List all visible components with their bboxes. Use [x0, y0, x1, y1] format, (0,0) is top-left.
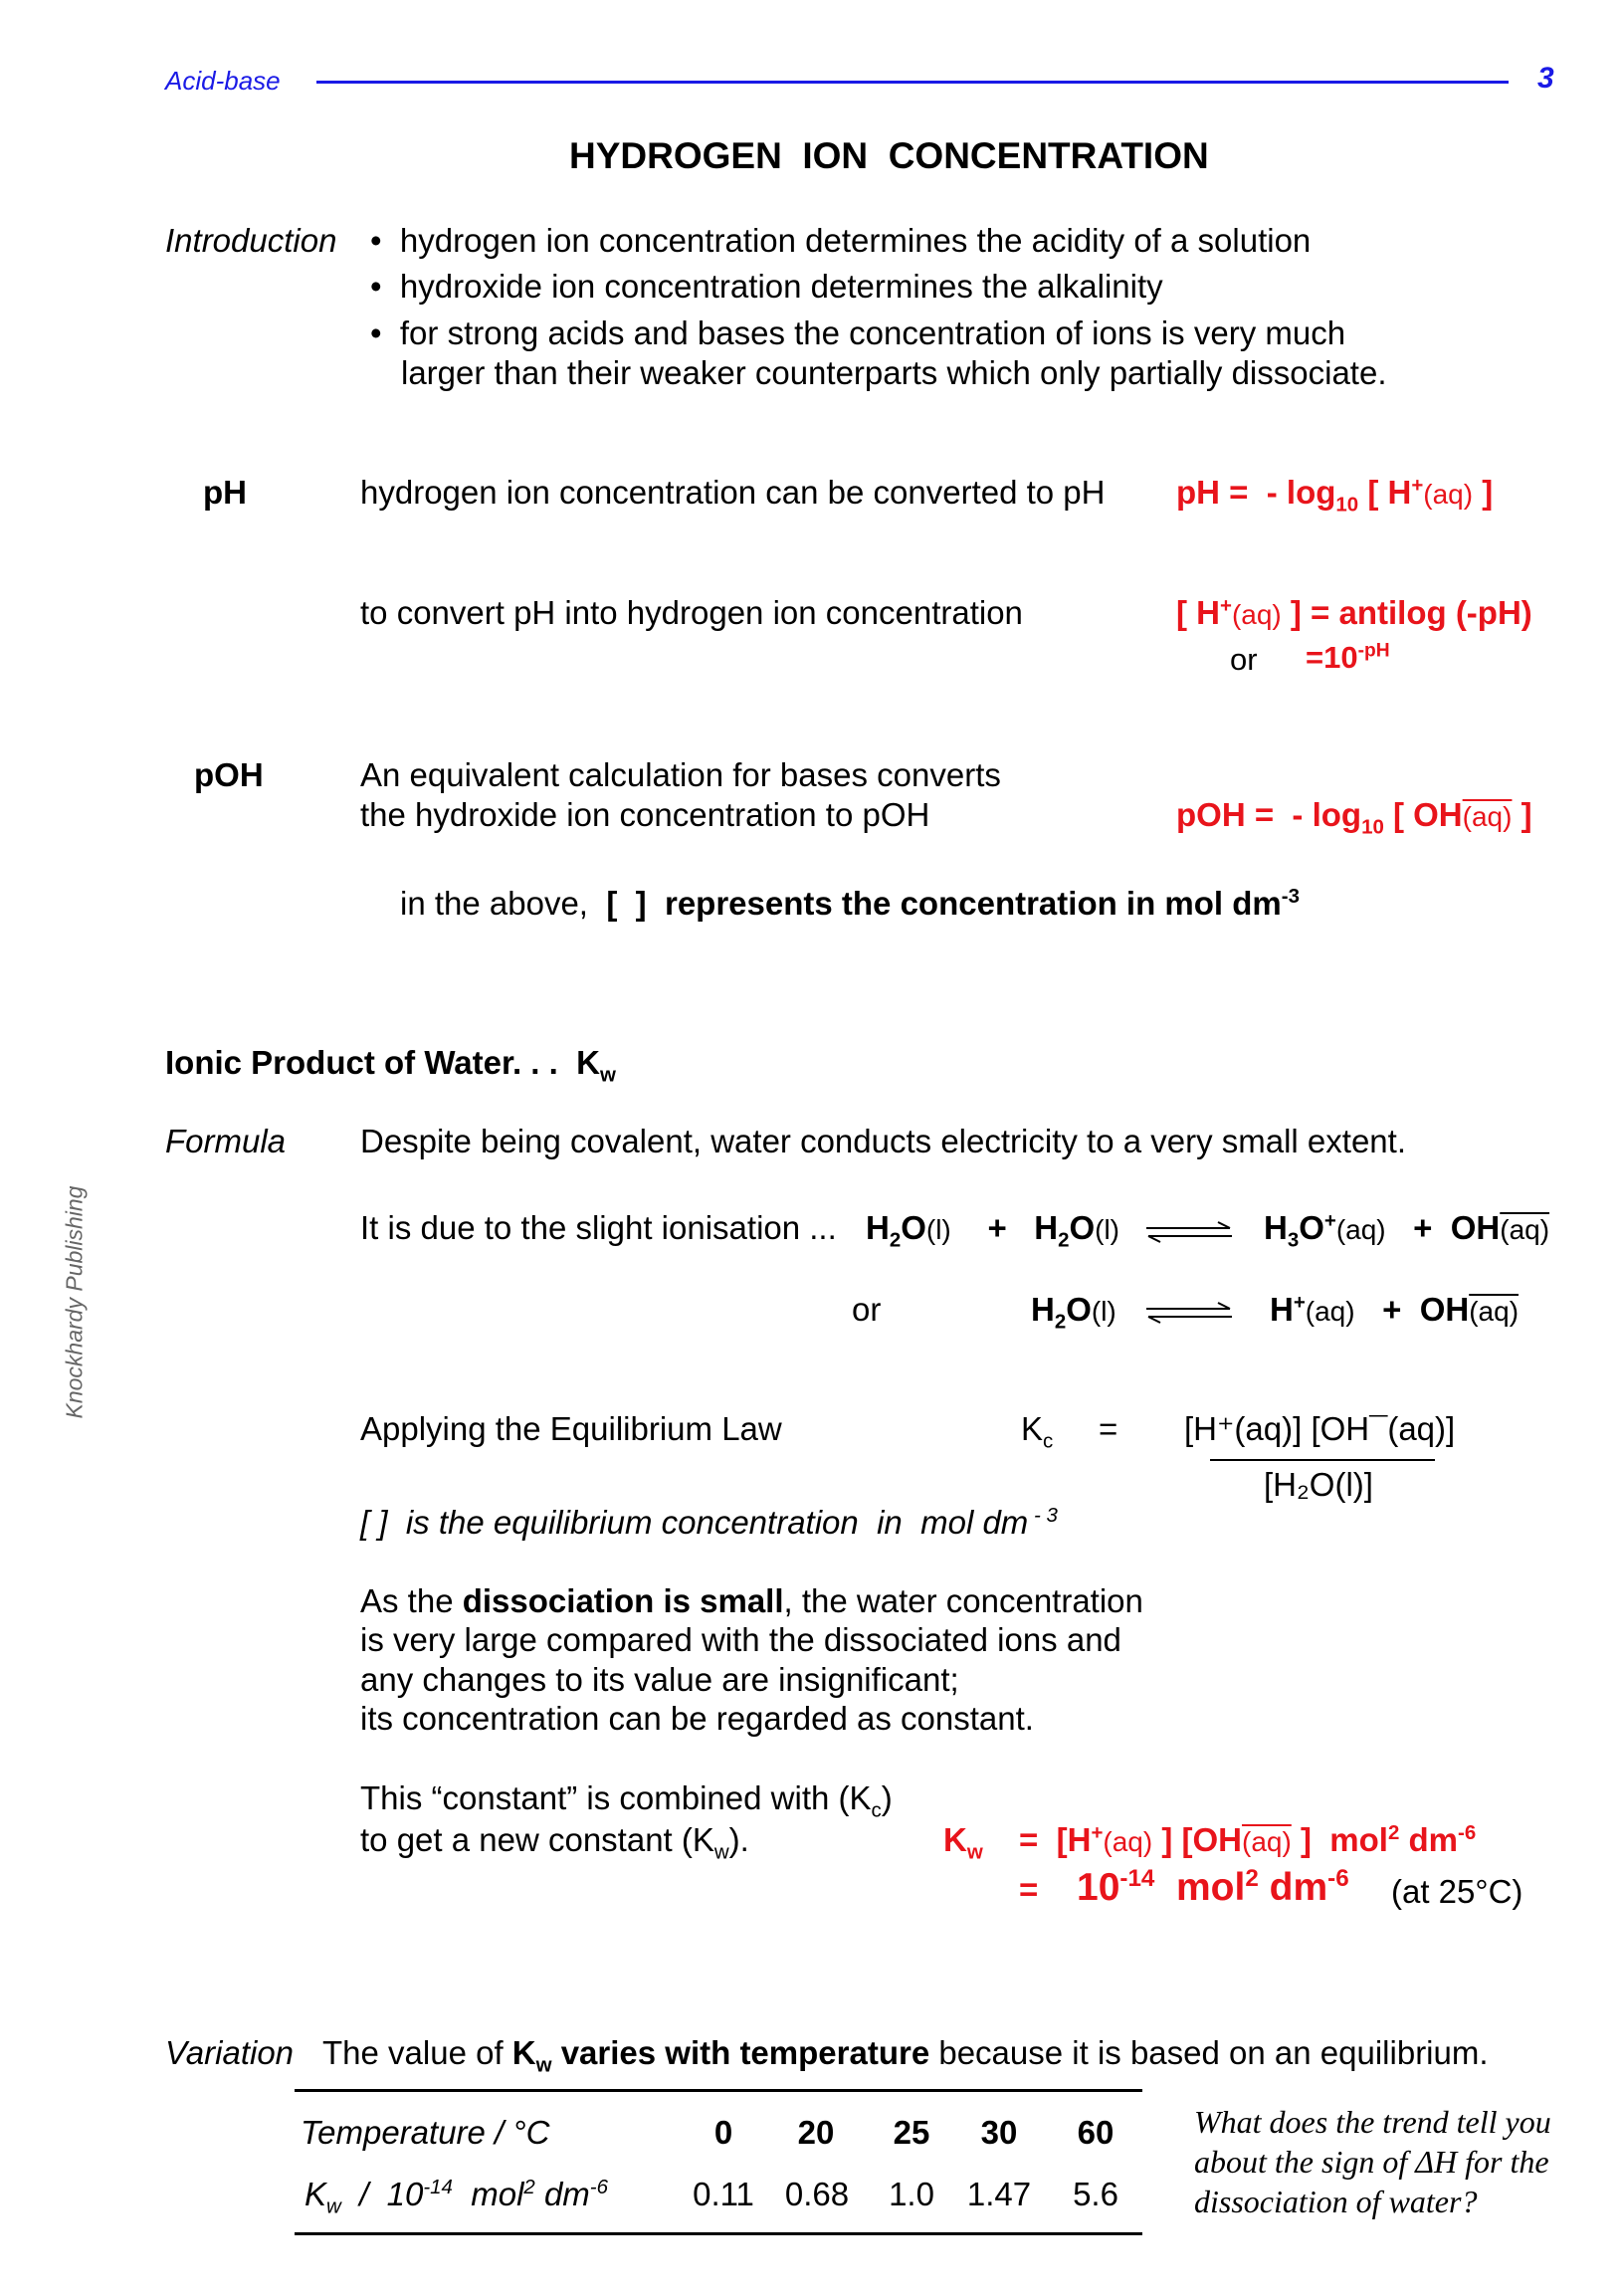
question-line-1: What does the trend tell you — [1194, 2104, 1551, 2140]
kc-denominator: [H₂O(l)] — [1264, 1466, 1373, 1503]
table-temp-cell: 0 — [713, 2114, 733, 2151]
antilog-formula: $=10^{-pH}$ — [1306, 640, 1390, 675]
ionisation-products: $H_3O^+(aq)$ + OH(aq) — [1264, 1209, 1550, 1252]
ph-formula: pH = - $\log_{10}$ [ H+(aq) ] — [1176, 474, 1494, 517]
table-kw-cell: 0.68 — [784, 2176, 850, 2212]
table-row-temperature-label: Temperature / °C — [301, 2114, 550, 2151]
poh-formula: pOH = - $\log_{10}$ [ OH(aq) ] — [1176, 796, 1532, 839]
table-temp-cell: 20 — [797, 2114, 835, 2151]
header-section-label: Acid-base — [165, 66, 281, 96]
table-row-kw-label: $K_w / 10^{-14}$ mol$^2$ $dm^{-6}$ — [304, 2176, 608, 2218]
question-line-2: about the sign of ΔH for the — [1194, 2144, 1549, 2180]
question-line-3: dissociation of water? — [1194, 2184, 1478, 2219]
or-text: or — [1230, 642, 1258, 677]
table-kw-cell: 5.6 — [1073, 2176, 1118, 2212]
table-bottom-rule — [295, 2232, 1142, 2235]
intro-label: Introduction — [165, 222, 337, 259]
intro-bullet-3-cont: larger than their weaker counterparts which only partially dissociate. — [401, 354, 1387, 391]
ph-text-1: hydrogen ion concentration can be converted to pH — [360, 474, 1106, 511]
eq-conc-note: [ ] is the equilibrium concentration in mol dm $^{- 3}$ — [360, 1504, 1058, 1541]
variation-text: The value of $K_w$ varies with temperature because it is based on an equilibrium. — [322, 2034, 1489, 2077]
dissociation-para-2: is very large compared with the dissociated ions and — [360, 1621, 1121, 1658]
poh-text-1: An equivalent calculation for bases converts — [360, 756, 1001, 793]
ionisation-equation: $H_2O(l)$ + $H_2O(l)$ — [866, 1209, 1120, 1252]
kw-heading: Ionic Product of Water. . . $K_w$ — [165, 1044, 616, 1087]
page-number: 3 — [1537, 62, 1554, 95]
fraction-line — [1210, 1459, 1435, 1461]
sidebar-publisher: Knockhardy Publishing — [61, 1185, 88, 1419]
table-kw-cell: 1.0 — [889, 2176, 934, 2212]
or-text-2: or — [852, 1291, 882, 1328]
table-temp-cell: 60 — [1077, 2114, 1115, 2151]
ionisation-equation-2: $H_2O(l)$ — [1031, 1291, 1116, 1334]
dissociation-para-3: any changes to its value are insignificant; — [360, 1661, 959, 1698]
ph-label: pH — [203, 474, 247, 511]
ionisation-products-2: H+(aq) + OH(aq) — [1270, 1291, 1520, 1328]
intro-bullet-2: • hydroxide ion concentration determines the alkalinity — [370, 268, 1163, 305]
variation-label: Variation — [165, 2034, 295, 2071]
constant-text-2: to get a new constant $(K_w)$. — [360, 1821, 749, 1864]
kc-symbol: $K_c$ — [1021, 1410, 1054, 1453]
ionisation-text: It is due to the slight ionisation ... — [360, 1209, 837, 1246]
dissociation-para-1: As the dissociation is small, the water concentration — [360, 1582, 1143, 1619]
kw-symbol: $K_w$ — [943, 1821, 983, 1864]
ph-text-2: to convert pH into hydrogen ion concentration — [360, 594, 1023, 631]
table-kw-cell: 0.11 — [693, 2176, 754, 2212]
bracket-note: in the above, [ ] represents the concentration in mol $dm^{-3}$ — [400, 885, 1300, 922]
intro-bullet-1: • hydrogen ion concentration determines the acidity of a solution — [370, 222, 1312, 259]
dissociation-para-4: its concentration can be regarded as constant. — [360, 1700, 1034, 1737]
table-temp-cell: 25 — [893, 2114, 930, 2151]
constant-text-1: This “constant” is combined with $(K_c)$ — [360, 1779, 893, 1822]
intro-bullet-3: • for strong acids and bases the concentration of ions is very much — [370, 314, 1346, 351]
equilibrium-law-text: Applying the Equilibrium Law — [360, 1410, 782, 1447]
formula-label: Formula — [165, 1123, 287, 1159]
kc-equals: = — [1099, 1410, 1118, 1447]
kw-expression: = [H+(aq) ] [OH(aq) ] mol$^2$ $dm^{-6}$ — [1019, 1821, 1477, 1858]
kw-value-equals: = — [1019, 1871, 1039, 1908]
table-kw-cell: 1.47 — [966, 2176, 1032, 2212]
kc-numerator: [H⁺(aq)] [OH¯(aq)] — [1184, 1410, 1456, 1447]
equilibrium-arrow-2 — [1144, 1300, 1234, 1326]
kw-temperature-note: (at 25°C) — [1391, 1873, 1523, 1910]
poh-text-2: the hydroxide ion concentration to pOH — [360, 796, 930, 833]
header-rule — [316, 81, 1509, 84]
table-top-rule — [295, 2089, 1142, 2092]
h-conc-formula: [ H+(aq) ] = antilog (-pH) — [1176, 594, 1532, 631]
equilibrium-arrow-1 — [1144, 1219, 1234, 1245]
page-title: HYDROGEN ION CONCENTRATION — [569, 135, 1209, 176]
kw-value: $10^{-14}$ mol$^2$ $dm^{-6}$ — [1077, 1865, 1349, 1909]
poh-label: pOH — [194, 756, 264, 793]
kw-text-1: Despite being covalent, water conducts electricity to a very small extent. — [360, 1123, 1406, 1159]
table-temp-cell: 30 — [980, 2114, 1018, 2151]
